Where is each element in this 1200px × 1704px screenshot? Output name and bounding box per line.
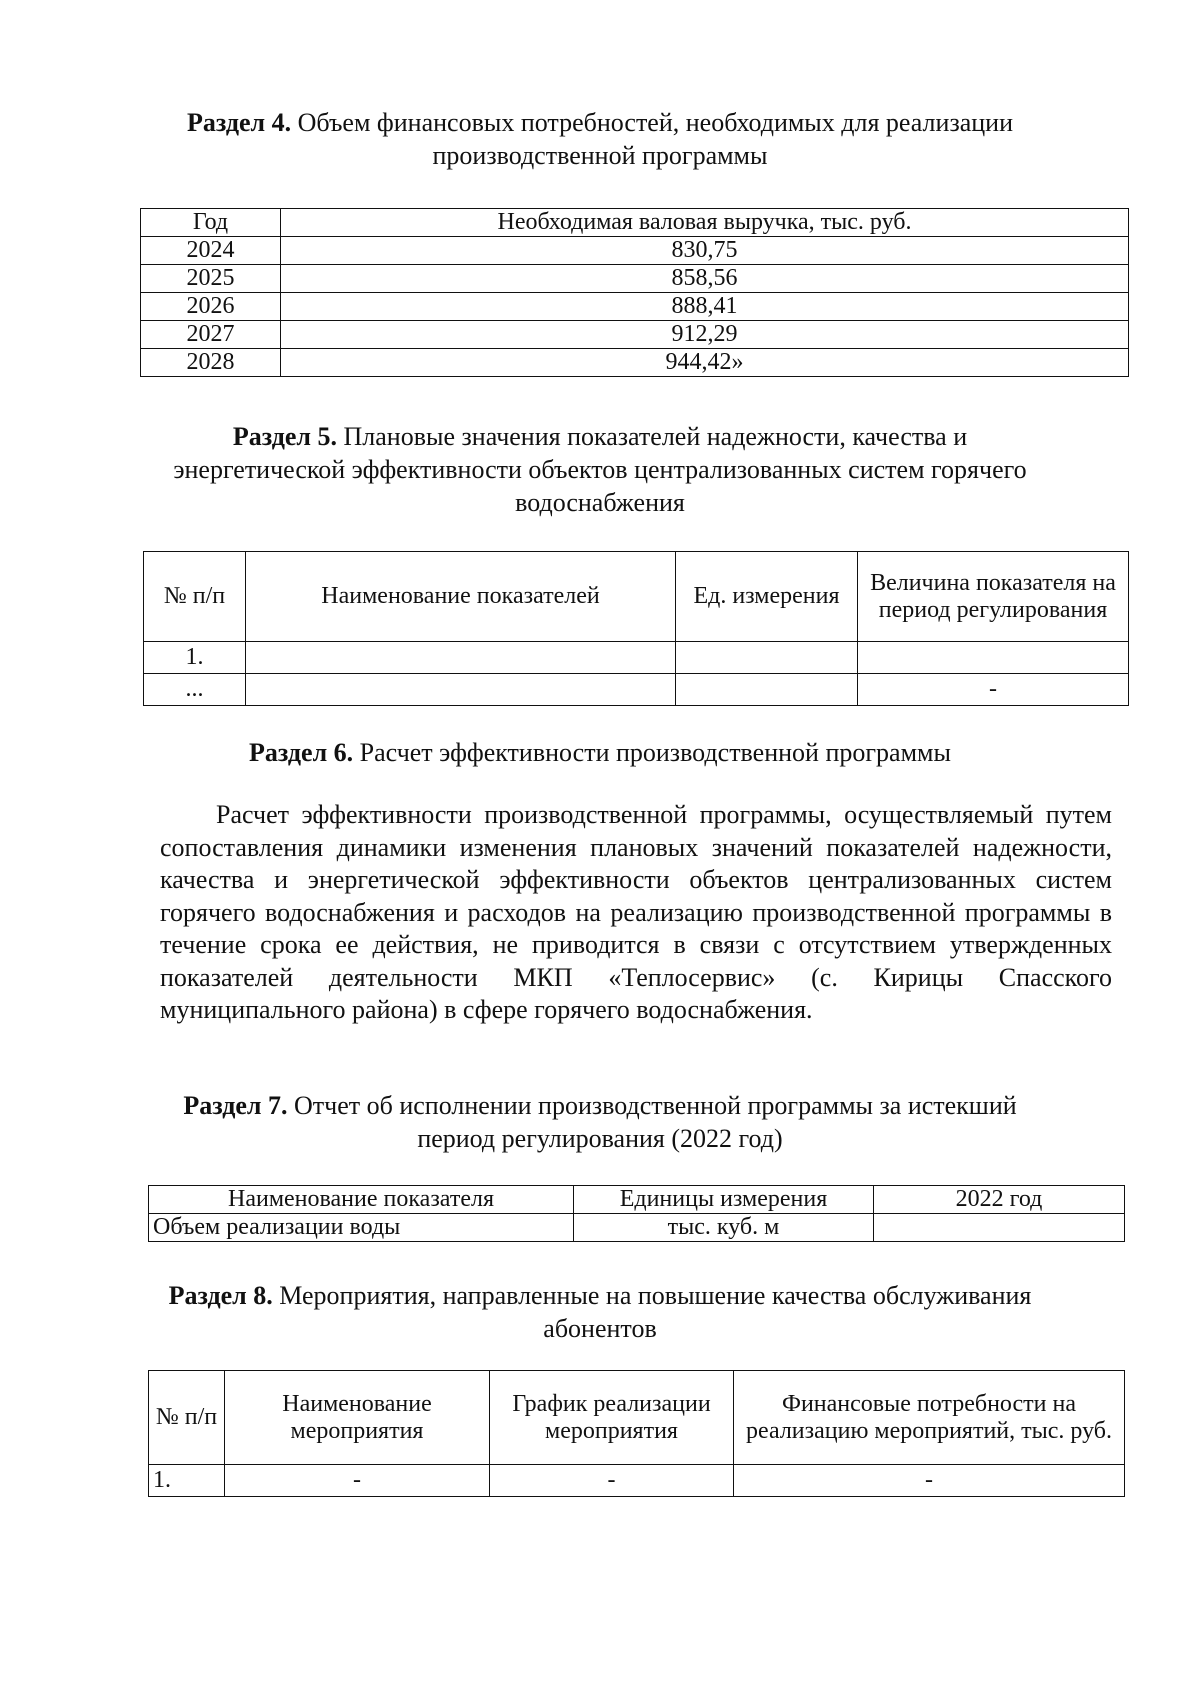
section5-title-line2: энергетической эффективности объектов централизованных систем горячего: [173, 455, 1027, 484]
revenue-cell: 830,75: [281, 237, 1129, 265]
row-number-cell: 1.: [149, 1465, 225, 1497]
table-row: [141, 349, 1129, 377]
section4-heading: [120, 106, 1080, 172]
year-cell: 2024: [141, 237, 281, 265]
table-row: [141, 237, 1129, 265]
section4-table: [140, 208, 1129, 377]
header-cell: Единицы измерения: [574, 1186, 874, 1214]
header-cell: 2022 год: [874, 1186, 1125, 1214]
section5-label: Раздел 5.: [232, 422, 338, 451]
indicator-name-cell: [246, 642, 676, 674]
header-cell: Необходимая валовая выручка, тыс. руб.: [281, 209, 1129, 237]
section6-paragraph: [160, 799, 1112, 1027]
table-row: [141, 265, 1129, 293]
section7-table: [148, 1185, 1125, 1242]
header-cell: Наименование показателей: [246, 552, 676, 642]
header-cell: Ед. измерения: [676, 552, 858, 642]
section8-title-line2: абонентов: [543, 1314, 657, 1343]
section6-paragraph-text: Расчет эффективности производственной программы, осуществляемый путем сопоставления динамики изменения плановых значений показателей надежности, качества и энергетической эффективности объектов централизованных систем горячего водоснабжения и расходов на реализацию производственной программы в течение срока ее действия, не приводится в связи с отсутствием утвержденных показателей деятельности МКП «Теплосервис» (с. Кирицы Спасского муниципального района) в сфере горячего водоснабжения.: [160, 800, 1112, 1024]
section8-label: Раздел 8.: [168, 1281, 273, 1310]
revenue-cell: 912,29: [281, 321, 1129, 349]
section7-label: Раздел 7.: [183, 1091, 288, 1120]
year-cell: 2025: [141, 265, 281, 293]
section4-label: Раздел 4.: [186, 108, 292, 137]
table-row: [141, 321, 1129, 349]
unit-cell: [676, 674, 858, 706]
table-row: [149, 1465, 1125, 1497]
section6-title: Расчет эффективности производственной программы: [359, 738, 951, 767]
table-header-row: [144, 552, 1129, 642]
financing-cell: -: [734, 1465, 1125, 1497]
year-cell: 2028: [141, 349, 281, 377]
section8-title-line1: Мероприятия, направленные на повышение качества обслуживания: [279, 1281, 1032, 1310]
section5-title-line1: Плановые значения показателей надежности, качества и: [343, 422, 968, 451]
table-row: [144, 642, 1129, 674]
section5-heading: [120, 420, 1080, 519]
header-cell: Год: [141, 209, 281, 237]
section7-title-line2: период регулирования (2022 год): [417, 1124, 783, 1153]
section7-heading: [120, 1089, 1080, 1155]
section8-table: [148, 1370, 1125, 1497]
table-row: [144, 674, 1129, 706]
year-cell: 2027: [141, 321, 281, 349]
revenue-cell: 944,42»: [281, 349, 1129, 377]
value-cell: [874, 1214, 1125, 1242]
section4-title-line2: производственной программы: [432, 141, 768, 170]
table-header-row: [149, 1186, 1125, 1214]
section6-label: Раздел 6.: [249, 738, 354, 767]
section5-table: [143, 551, 1129, 706]
section8-heading: [120, 1279, 1080, 1345]
section7-title-line1: Отчет об исполнении производственной программы за истекший: [293, 1091, 1017, 1120]
indicator-name-cell: [246, 674, 676, 706]
header-cell: Финансовые потребности на реализацию мероприятий, тыс. руб.: [734, 1371, 1125, 1465]
unit-cell: [676, 642, 858, 674]
value-cell: [858, 642, 1129, 674]
section4-title-line1: Объем финансовых потребностей, необходимых для реализации: [297, 108, 1014, 137]
header-cell: № п/п: [149, 1371, 225, 1465]
table-header-row: [149, 1371, 1125, 1465]
measure-name-cell: -: [225, 1465, 490, 1497]
revenue-cell: 858,56: [281, 265, 1129, 293]
year-cell: 2026: [141, 293, 281, 321]
table-row: [141, 293, 1129, 321]
header-cell: Наименование мероприятия: [225, 1371, 490, 1465]
row-number-cell: 1.: [144, 642, 246, 674]
schedule-cell: -: [490, 1465, 734, 1497]
indicator-name-cell: Объем реализации воды: [149, 1214, 574, 1242]
header-cell: Величина показателя на период регулирования: [858, 552, 1129, 642]
section6-heading: [120, 736, 1080, 769]
header-cell: График реализации мероприятия: [490, 1371, 734, 1465]
section5-title-line3: водоснабжения: [515, 488, 685, 517]
table-header-row: [141, 209, 1129, 237]
table-row: [149, 1214, 1125, 1242]
header-cell: Наименование показателя: [149, 1186, 574, 1214]
row-number-cell: ...: [144, 674, 246, 706]
value-cell: -: [858, 674, 1129, 706]
revenue-cell: 888,41: [281, 293, 1129, 321]
unit-cell: тыс. куб. м: [574, 1214, 874, 1242]
header-cell: № п/п: [144, 552, 246, 642]
